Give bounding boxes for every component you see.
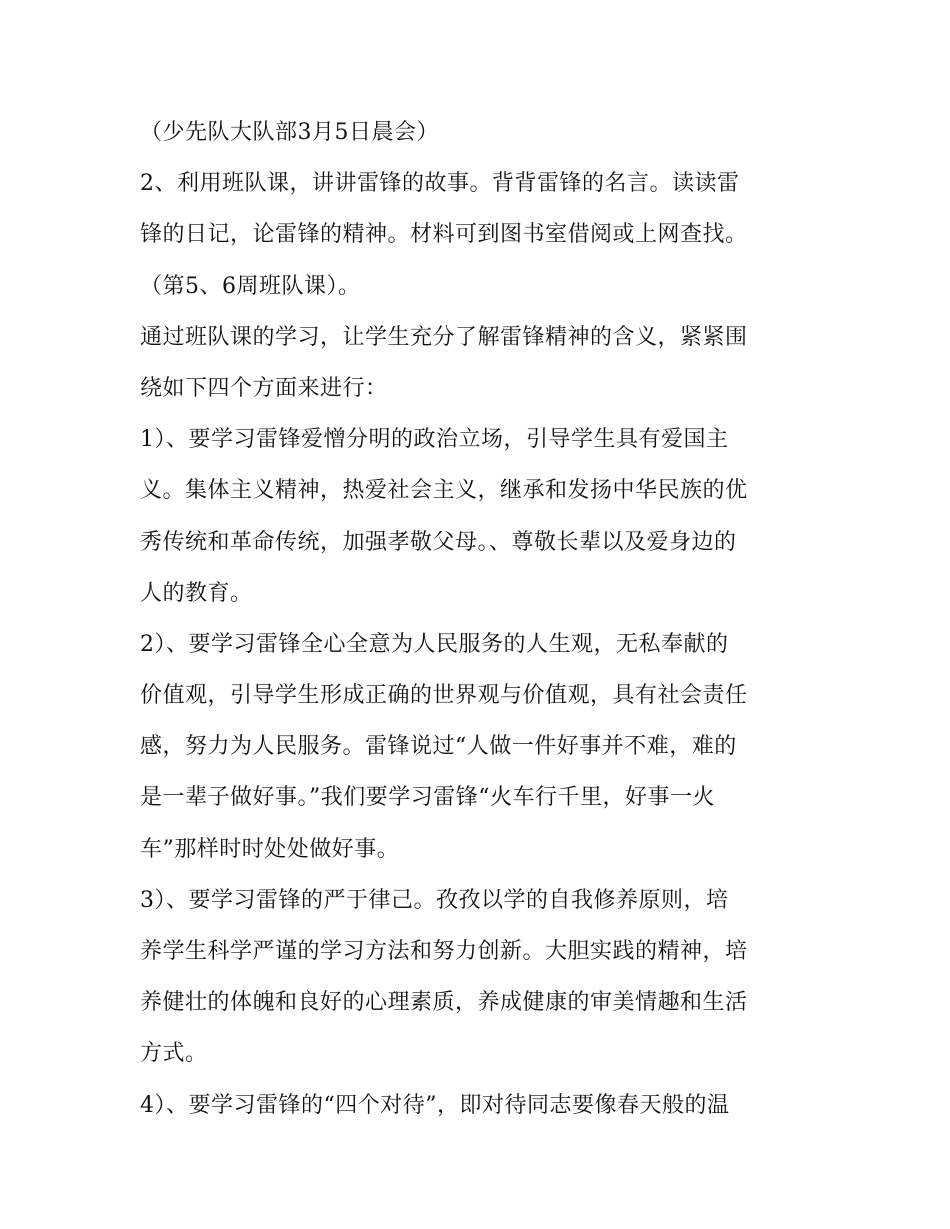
text-line: 人的教育。 [140, 580, 253, 606]
text-line: 2）、要学习雷锋全心全意为人民服务的人生观，无私奉献的 [140, 631, 729, 657]
text-line: 养学生科学严谨的学习方法和努力创新。大胆实践的精神，培 [140, 939, 748, 964]
text-line: 车”那样时时处处做好事。 [140, 836, 400, 862]
text-line: 绕如下四个方面来进行： [140, 375, 388, 401]
text-line: 锋的日记，论雷锋的精神。材料可到图书室借阅或上网查找。 [140, 222, 748, 248]
text-line: 方式。 [140, 1041, 208, 1067]
text-line: 1）、要学习雷锋爱憎分明的政治立场，引导学生具有爱国主 [140, 427, 729, 453]
text-line: 养健壮的体魄和良好的心理素质，养成健康的审美情趣和生活 [140, 990, 748, 1016]
text-line: 秀传统和革命传统，加强孝敬父母。、尊敬长辈以及爱身边的 [140, 529, 737, 555]
text-line: 义。集体主义精神，热爱社会主义，继承和发扬中华民族的优 [140, 478, 748, 504]
text-line: 4）、要学习雷锋的“四个对待”，即对待同志要像春天般的温 [140, 1092, 730, 1118]
text-line: 通过班队课的学习，让学生充分了解雷锋精神的含义，紧紧围 [140, 324, 748, 350]
text-line: 2、利用班队课，讲讲雷锋的故事。背背雷锋的名言。读读雷 [140, 171, 740, 197]
text-line: 感，努力为人民服务。雷锋说过“人做一件好事并不难，难的 [140, 734, 737, 760]
text-line: 3）、要学习雷锋的严于律己。孜孜以学的自我修养原则，培 [140, 887, 729, 913]
document-body [140, 107, 820, 1131]
text-line: 价值观，引导学生形成正确的世界观与价值观，具有社会责任 [140, 683, 748, 709]
text-line: （第5、6周班队课）。 [140, 273, 361, 299]
text-line: （少先队大队部3月5日晨会） [140, 120, 439, 145]
text-line: 是一辈子做好事。”我们要学习雷锋“火车行千里，好事一火 [140, 785, 715, 811]
